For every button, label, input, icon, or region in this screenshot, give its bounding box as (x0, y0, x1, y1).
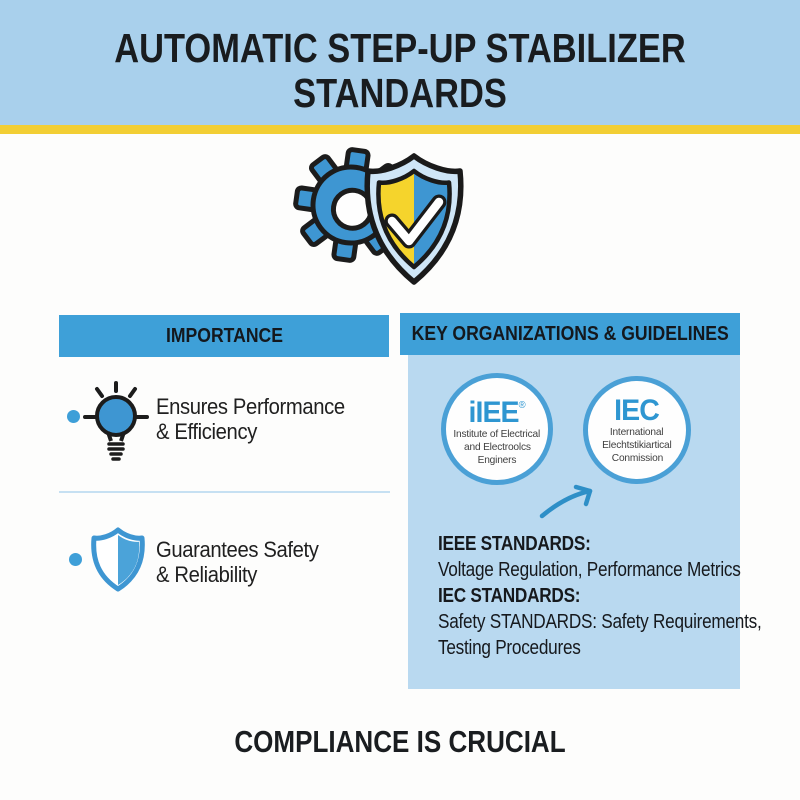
importance-item-2 (156, 537, 319, 587)
bullet-dot (69, 553, 82, 566)
iec-logo: IEC (614, 393, 660, 427)
iec-badge-line3: Conmission (611, 451, 663, 464)
page-title-line2: STANDARDS (293, 70, 507, 116)
iec-standards-desc-line1: Safety STANDARDS: Safety Requirements, (438, 611, 762, 633)
iec-badge (583, 376, 691, 484)
registered-mark: ® (518, 400, 526, 411)
importance-item-1-line2: & Efficiency (156, 419, 257, 444)
importance-item-1-line1: Ensures Performance (156, 394, 345, 419)
ieee-standards-title: IEEE STANDARDS: (438, 533, 591, 555)
iec-badge-line2: Elechtstikiartical (602, 438, 672, 451)
organizations-header-label: KEY ORGANIZATIONS & GUIDELINES (411, 322, 729, 345)
gear-shield-check-icon (293, 147, 505, 299)
page-title-line1: AUTOMATIC STEP-UP STABILIZER (114, 25, 686, 71)
importance-header-bar (59, 315, 389, 357)
ieee-badge-line3: Enginers (477, 454, 517, 466)
importance-item-2-line1: Guarantees Safety (156, 537, 319, 562)
iec-standards-title: IEC STANDARDS: (438, 585, 581, 607)
importance-header-label: IMPORTANCE (165, 324, 283, 347)
curved-arrow-icon (536, 480, 602, 526)
iec-badge-line1: International (610, 425, 664, 438)
importance-item-2-line2: & Reliability (156, 562, 257, 587)
importance-item-1 (156, 394, 345, 444)
yellow-divider (0, 125, 800, 134)
ieee-logo: iIEE® (468, 396, 526, 429)
shield-check-icon (367, 148, 474, 298)
page-title (64, 26, 736, 116)
organizations-header-bar (400, 313, 740, 355)
shield-icon (89, 527, 147, 593)
iec-standards-desc-line2: Testing Procedures (438, 637, 581, 659)
ieee-badge (441, 373, 553, 485)
lightbulb-icon (79, 378, 153, 466)
row-divider (59, 491, 390, 493)
ieee-badge-line2: and Electroolcs (463, 441, 531, 453)
standards-block (438, 531, 762, 661)
ieee-badge-line1: Institute of Electrical (453, 428, 541, 440)
footer-tagline: COMPLIANCE IS CRUCIAL (234, 724, 566, 759)
ieee-standards-desc: Voltage Regulation, Performance Metrics (438, 559, 741, 581)
